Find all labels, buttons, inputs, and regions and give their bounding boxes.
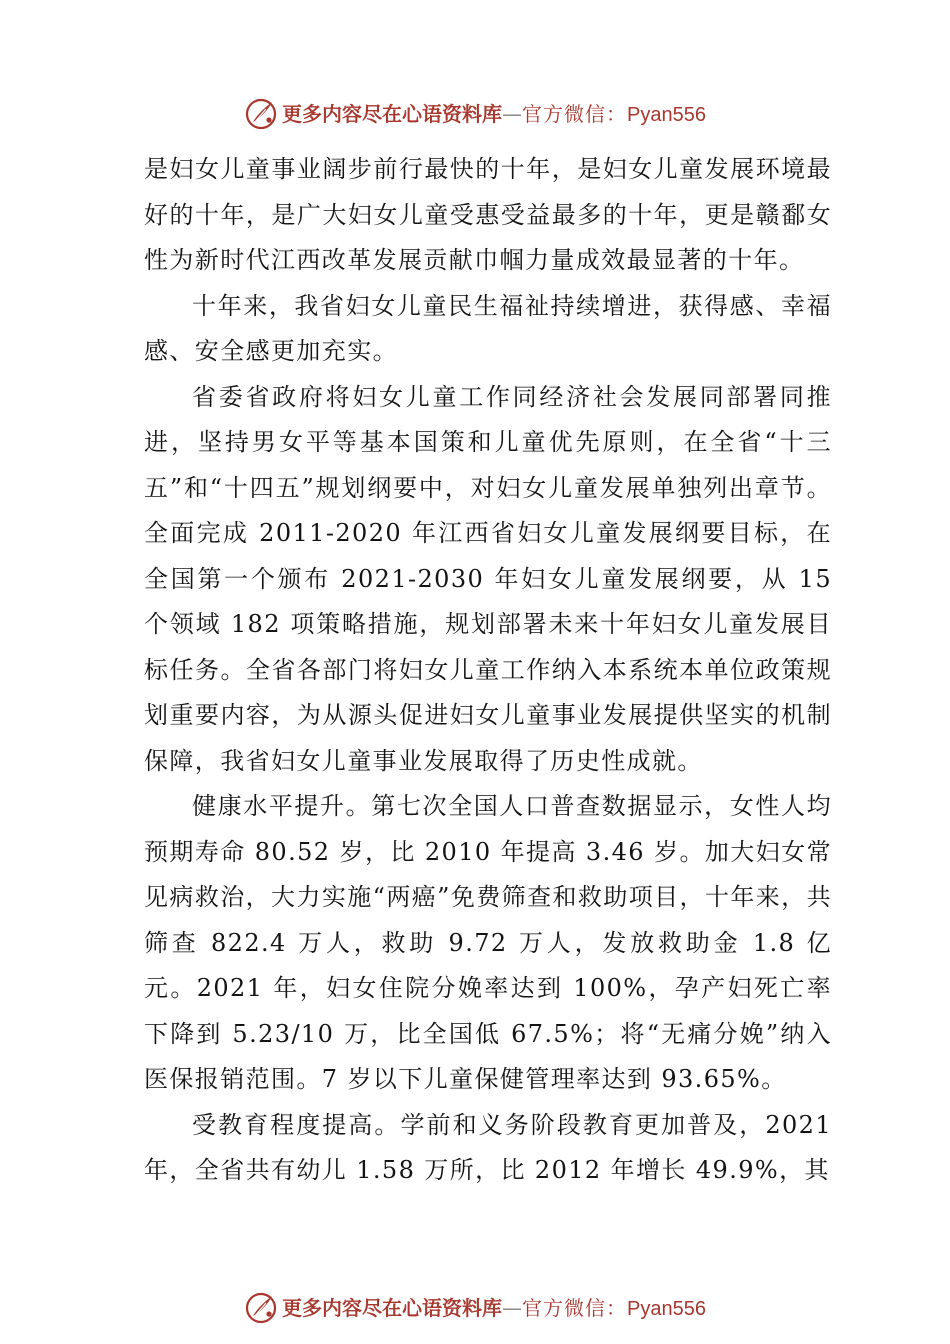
- watermark-wechat-id: Pyan556: [627, 1297, 706, 1320]
- paragraph: 是妇女儿童事业阔步前行最快的十年，是妇女儿童发展环境最好的十年，是广大妇女儿童受惠受益最多的十年，更是赣鄱女性为新时代江西改革发展贡献巾帼力量成效最显著的十年。: [144, 155, 832, 274]
- watermark-label: 官方微信：: [522, 1295, 628, 1320]
- paragraph: 十年来，我省妇女儿童民生福祉持续增进，获得感、幸福感、安全感更加充实。: [144, 291, 832, 365]
- quill-seal-icon: [244, 1291, 278, 1325]
- watermark-wechat-id: Pyan556: [627, 103, 706, 126]
- watermark-separator: —: [502, 1295, 523, 1320]
- watermark-text: [282, 101, 706, 126]
- watermark-text: [282, 1295, 706, 1320]
- watermark-separator: —: [502, 101, 523, 126]
- watermark-header: [0, 94, 950, 134]
- document-body: [144, 147, 832, 1194]
- watermark-label: 官方微信：: [522, 101, 628, 126]
- watermark-footer: [0, 1288, 950, 1328]
- watermark-brand: 更多内容尽在心语资料库: [282, 1295, 503, 1320]
- quill-seal-icon: [244, 97, 278, 131]
- paragraph: 健康水平提升。第七次全国人口普查数据显示，女性人均预期寿命 80.52 岁，比 2010 年提高 3.46 岁。加大妇女常见病救治，大力实施“两癌”免费筛查和救助项目，十年来，共筛查 822.4 万人，救助 9.72 万人，发放救助金 1.8 亿元。2021 年，妇女住院分娩率达到 100%，孕产妇死亡率下降到 5.23/10 万，比全国低 67.5%；将“无痛分娩”纳入医保报销范围。7 岁以下儿童保健管理率达到 93.65%。: [144, 792, 832, 1093]
- watermark-brand: 更多内容尽在心语资料库: [282, 101, 503, 126]
- paragraph: 省委省政府将妇女儿童工作同经济社会发展同部署同推进，坚持男女平等基本国策和儿童优先原则，在全省“十三五”和“十四五”规划纲要中，对妇女儿童发展单独列出章节。全面完成 2011-2020 年江西省妇女儿童发展纲要目标，在全国第一个颁布 2021-2030 年妇女儿童发展纲要，从 15 个领域 182 项策略措施，规划部署未来十年妇女儿童发展目标任务。全省各部门将妇女儿童工作纳入本系统本单位政策规划重要内容，为从源头促进妇女儿童事业发展提供坚实的机制保障，我省妇女儿童事业发展取得了历史性成就。: [144, 382, 832, 775]
- paragraph: 受教育程度提高。学前和义务阶段教育更加普及，2021 年，全省共有幼儿 1.58 万所，比 2012 年增长 49.9%，其: [144, 1110, 832, 1184]
